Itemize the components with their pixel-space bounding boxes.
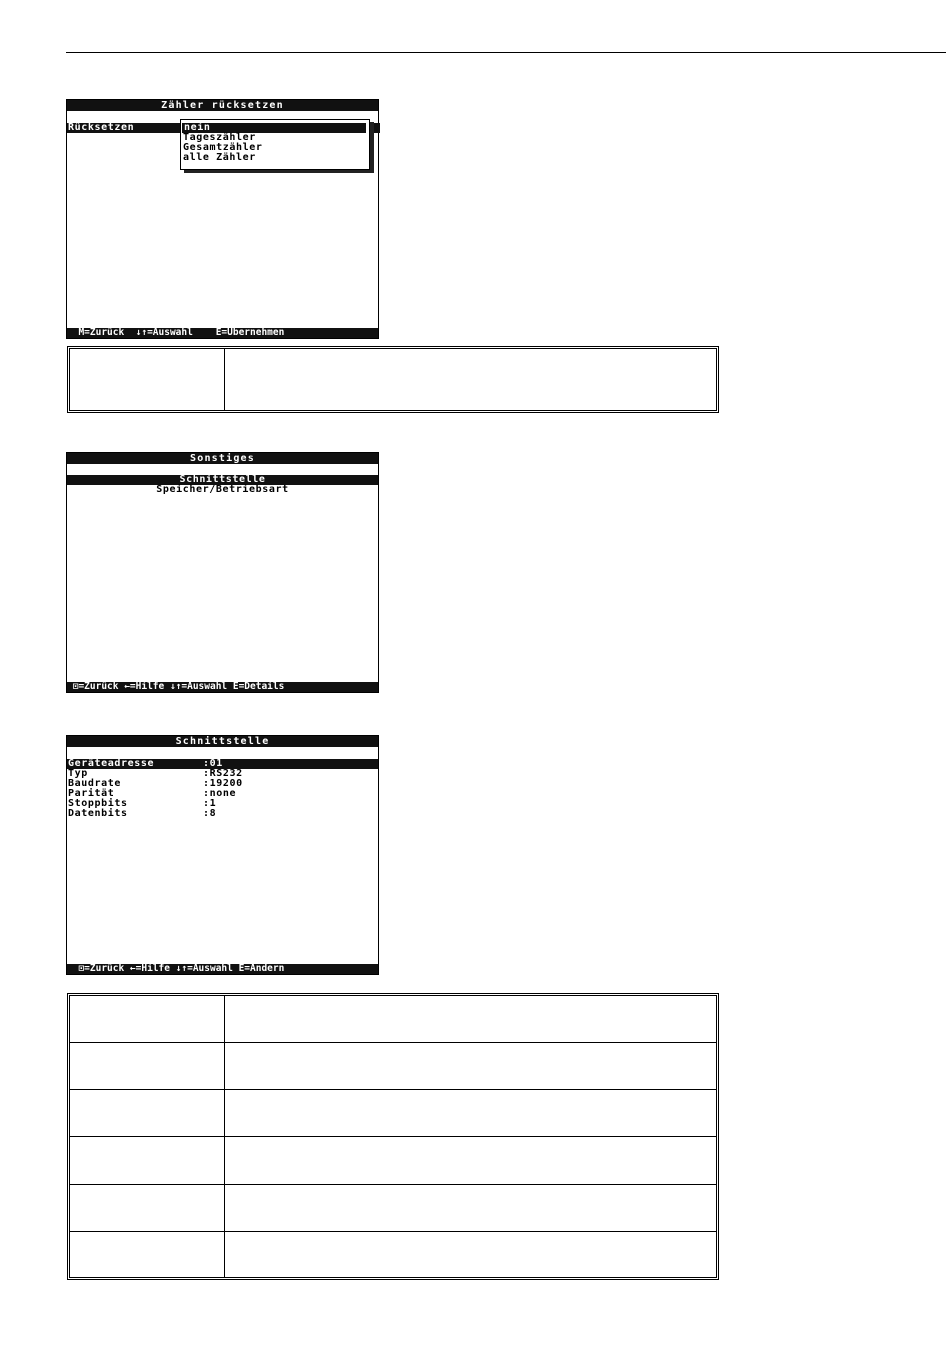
setting-value: :8 [203,808,217,819]
setting-label: Datenbits [68,808,128,819]
counter-reset-screen [66,99,379,339]
setting-value: :1 [203,798,217,809]
setting-label: Baudrate [68,778,121,789]
description-table-2 [67,993,719,1280]
reset-options-popup [180,119,370,170]
misc-menu-screen [66,452,379,693]
screen-title: Zähler rücksetzen [67,100,378,111]
description-table-1 [67,346,719,413]
screen-title: Schnittstelle [67,736,378,747]
table-row-separator [70,1184,716,1185]
setting-value: :none [203,788,237,799]
interface-settings-screen [66,735,379,975]
setting-value: :19200 [203,778,243,789]
setting-value: :RS232 [203,768,243,779]
table-row-separator [70,1231,716,1232]
setting-row-device-address[interactable] [68,759,223,769]
setting-label: Geräteadresse [68,758,155,769]
option-daily-counter[interactable]: Tageszähler [183,132,256,143]
key-hint-footer: ⊡=Zurück ←=Hilfe ↓↑=Auswahl E=Details [67,682,378,692]
setting-value: :01 [203,758,223,769]
table-row-separator [70,1136,716,1137]
setting-label: Parität [68,788,115,799]
setting-label: Typ [68,768,88,779]
table-divider [224,349,225,410]
table-row-separator [70,1089,716,1090]
option-no[interactable]: nein [182,123,366,133]
page-top-rule [66,52,946,53]
setting-label: Stoppbits [68,798,128,809]
screen-title: Sonstiges [67,453,378,464]
menu-item-interface[interactable]: Schnittstelle [67,475,378,485]
key-hint-footer: M=Zurück ↓↑=Auswahl E=Übernehmen [67,328,378,338]
key-hint-footer: ⊡=Zurück ←=Hilfe ↓↑=Auswahl E=Ändern [67,964,378,974]
table-row-separator [70,1042,716,1043]
option-total-counter[interactable]: Gesamtzähler [183,142,263,153]
reset-field-label[interactable]: Rücksetzen [67,123,198,133]
option-all-counters[interactable]: alle Zähler [183,152,256,163]
menu-item-memory-mode[interactable]: Speicher/Betriebsart [156,484,289,495]
setting-row-databits[interactable] [68,809,216,819]
